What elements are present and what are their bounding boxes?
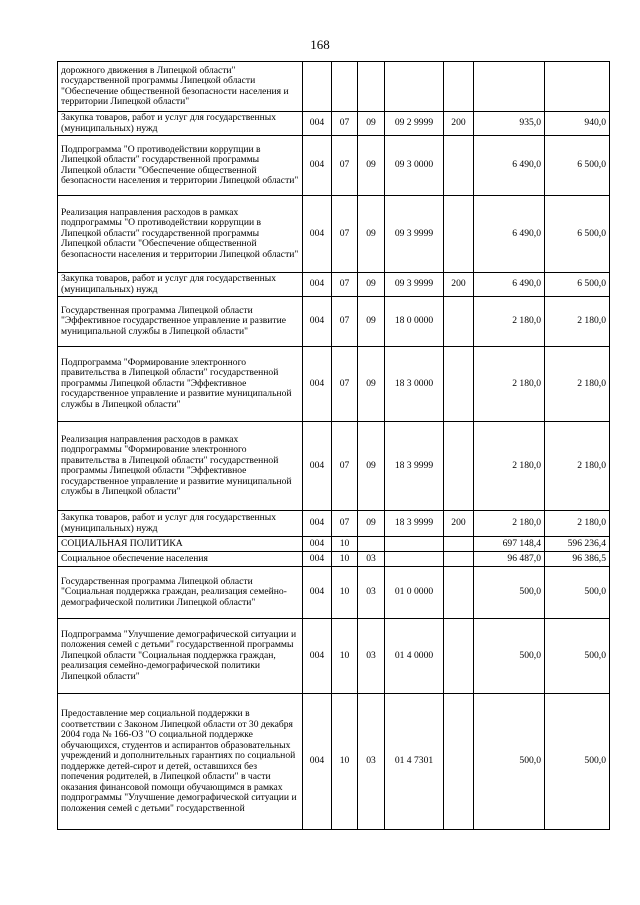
- row-name: Закупка товаров, работ и услуг для государственных (муниципальных) нужд: [58, 511, 303, 537]
- row-name: Реализация направления расходов в рамках подпрограммы "Формирование электронного правительства в Липецкой области" государственной программы Липецкой области "Эффективное государственное управление и развитие муниципальной службы в Липецкой области": [58, 422, 303, 511]
- amount-year2: 2 180,0: [545, 422, 610, 511]
- subsection-code: 09: [358, 297, 385, 347]
- section-code: [332, 62, 358, 112]
- ministry-code: [303, 62, 332, 112]
- subsection-code: 09: [358, 511, 385, 537]
- budget-table: [57, 61, 610, 830]
- subsection-code: 03: [358, 694, 385, 830]
- expense-type-code: [444, 552, 474, 567]
- row-name: Социальное обеспечение населения: [58, 552, 303, 567]
- expense-type-code: 200: [444, 273, 474, 297]
- amount-year2: 500,0: [545, 694, 610, 830]
- row-name: Предоставление мер социальной поддержки в соответствии с Законом Липецкой области от 30 декабря 2004 года № 166-ОЗ "О социальной поддержке обучающихся, студентов и аспирантов образовательных учреждений и дополнительных гарантиях по социальной поддержке детей-сирот и детей, оставшихся без попечения родителей, в Липецкой области" в части оказания финансовой помощи обучающимся в рамках подпрограммы "Улучшение демографической ситуации и положения семей с детьми" государственной: [58, 694, 303, 830]
- amount-year1: 935,0: [474, 112, 545, 136]
- expense-type-code: [444, 694, 474, 830]
- section-code: 07: [332, 511, 358, 537]
- table-row: [58, 297, 610, 347]
- expense-type-code: 200: [444, 511, 474, 537]
- amount-year1: [474, 62, 545, 112]
- ministry-code: 004: [303, 511, 332, 537]
- table-row: [58, 511, 610, 537]
- amount-year2: [545, 62, 610, 112]
- subsection-code: 09: [358, 112, 385, 136]
- row-name: Государственная программа Липецкой области "Социальная поддержка граждан, реализация семейно-демографической политики Липецкой области": [58, 567, 303, 619]
- table-row: [58, 347, 610, 422]
- target-article-code: [385, 552, 444, 567]
- subsection-code: 03: [358, 567, 385, 619]
- table-row: [58, 694, 610, 830]
- target-article-code: [385, 62, 444, 112]
- table-row: [58, 62, 610, 112]
- ministry-code: 004: [303, 136, 332, 196]
- target-article-code: 18 0 0000: [385, 297, 444, 347]
- expense-type-code: [444, 62, 474, 112]
- target-article-code: 09 3 0000: [385, 136, 444, 196]
- ministry-code: 004: [303, 422, 332, 511]
- row-name: Государственная программа Липецкой области "Эффективное государственное управление и развитие муниципальной службы в Липецкой области": [58, 297, 303, 347]
- section-code: 07: [332, 112, 358, 136]
- ministry-code: 004: [303, 567, 332, 619]
- subsection-code: 09: [358, 136, 385, 196]
- amount-year1: 96 487,0: [474, 552, 545, 567]
- expense-type-code: [444, 537, 474, 552]
- section-code: 10: [332, 537, 358, 552]
- amount-year1: 6 490,0: [474, 273, 545, 297]
- expense-type-code: 200: [444, 112, 474, 136]
- ministry-code: 004: [303, 112, 332, 136]
- amount-year2: 940,0: [545, 112, 610, 136]
- row-name: Реализация направления расходов в рамках подпрограммы "О противодействии коррупции в Липецкой области" государственной программы Липецкой области "Обеспечение общественной безопасности населения и территории Липецкой области": [58, 196, 303, 273]
- amount-year1: 6 490,0: [474, 196, 545, 273]
- amount-year2: 2 180,0: [545, 347, 610, 422]
- amount-year2: 96 386,5: [545, 552, 610, 567]
- table-row: [58, 552, 610, 567]
- target-article-code: 18 3 0000: [385, 347, 444, 422]
- amount-year1: 697 148,4: [474, 537, 545, 552]
- amount-year1: 2 180,0: [474, 422, 545, 511]
- amount-year1: 2 180,0: [474, 297, 545, 347]
- target-article-code: 01 4 7301: [385, 694, 444, 830]
- amount-year1: 500,0: [474, 694, 545, 830]
- subsection-code: [358, 62, 385, 112]
- section-code: 07: [332, 297, 358, 347]
- ministry-code: 004: [303, 619, 332, 694]
- ministry-code: 004: [303, 347, 332, 422]
- table-row: [58, 273, 610, 297]
- amount-year1: 500,0: [474, 567, 545, 619]
- expense-type-code: [444, 567, 474, 619]
- row-name: Подпрограмма "Улучшение демографической ситуации и положения семей с детьми" государственной программы Липецкой области "Социальная поддержка граждан, реализация семейно-демографической политики Липецкой области": [58, 619, 303, 694]
- target-article-code: 01 0 0000: [385, 567, 444, 619]
- table-row: [58, 567, 610, 619]
- table-row: [58, 112, 610, 136]
- expense-type-code: [444, 196, 474, 273]
- section-code: 10: [332, 694, 358, 830]
- expense-type-code: [444, 297, 474, 347]
- table-row: [58, 537, 610, 552]
- subsection-code: 03: [358, 552, 385, 567]
- amount-year1: 2 180,0: [474, 511, 545, 537]
- subsection-code: 09: [358, 422, 385, 511]
- ministry-code: 004: [303, 694, 332, 830]
- ministry-code: 004: [303, 273, 332, 297]
- section-code: 10: [332, 552, 358, 567]
- amount-year2: 6 500,0: [545, 196, 610, 273]
- page-number: 168: [310, 37, 330, 52]
- row-name: СОЦИАЛЬНАЯ ПОЛИТИКА: [58, 537, 303, 552]
- amount-year2: 500,0: [545, 619, 610, 694]
- table-row: [58, 422, 610, 511]
- target-article-code: [385, 537, 444, 552]
- amount-year2: 596 236,4: [545, 537, 610, 552]
- target-article-code: 18 3 9999: [385, 422, 444, 511]
- section-code: 07: [332, 136, 358, 196]
- subsection-code: 09: [358, 273, 385, 297]
- amount-year2: 2 180,0: [545, 511, 610, 537]
- row-name: Закупка товаров, работ и услуг для государственных (муниципальных) нужд: [58, 112, 303, 136]
- section-code: 07: [332, 422, 358, 511]
- expense-type-code: [444, 422, 474, 511]
- target-article-code: 09 3 9999: [385, 196, 444, 273]
- subsection-code: 03: [358, 619, 385, 694]
- table-row: [58, 196, 610, 273]
- row-name: Закупка товаров, работ и услуг для государственных (муниципальных) нужд: [58, 273, 303, 297]
- expense-type-code: [444, 347, 474, 422]
- row-name: дорожного движения в Липецкой области" государственной программы Липецкой области "Обеспечение общественной безопасности населения и территории Липецкой области": [58, 62, 303, 112]
- target-article-code: 18 3 9999: [385, 511, 444, 537]
- target-article-code: 01 4 0000: [385, 619, 444, 694]
- section-code: 07: [332, 347, 358, 422]
- subsection-code: 09: [358, 347, 385, 422]
- subsection-code: [358, 537, 385, 552]
- amount-year2: 2 180,0: [545, 297, 610, 347]
- ministry-code: 004: [303, 297, 332, 347]
- amount-year2: 500,0: [545, 567, 610, 619]
- row-name: Подпрограмма "О противодействии коррупции в Липецкой области" государственной программы Липецкой области "Обеспечение общественной безопасности населения и территории Липецкой области": [58, 136, 303, 196]
- section-code: 10: [332, 567, 358, 619]
- ministry-code: 004: [303, 552, 332, 567]
- amount-year1: 500,0: [474, 619, 545, 694]
- table-row: [58, 619, 610, 694]
- amount-year2: 6 500,0: [545, 136, 610, 196]
- amount-year1: 6 490,0: [474, 136, 545, 196]
- section-code: 07: [332, 196, 358, 273]
- amount-year2: 6 500,0: [545, 273, 610, 297]
- target-article-code: 09 2 9999: [385, 112, 444, 136]
- section-code: 07: [332, 273, 358, 297]
- table-row: [58, 136, 610, 196]
- section-code: 10: [332, 619, 358, 694]
- subsection-code: 09: [358, 196, 385, 273]
- expense-type-code: [444, 619, 474, 694]
- target-article-code: 09 3 9999: [385, 273, 444, 297]
- amount-year1: 2 180,0: [474, 347, 545, 422]
- row-name: Подпрограмма "Формирование электронного правительства в Липецкой области" государственной программы Липецкой области "Эффективное государственное управление и развитие муниципальной службы в Липецкой области": [58, 347, 303, 422]
- ministry-code: 004: [303, 196, 332, 273]
- ministry-code: 004: [303, 537, 332, 552]
- expense-type-code: [444, 136, 474, 196]
